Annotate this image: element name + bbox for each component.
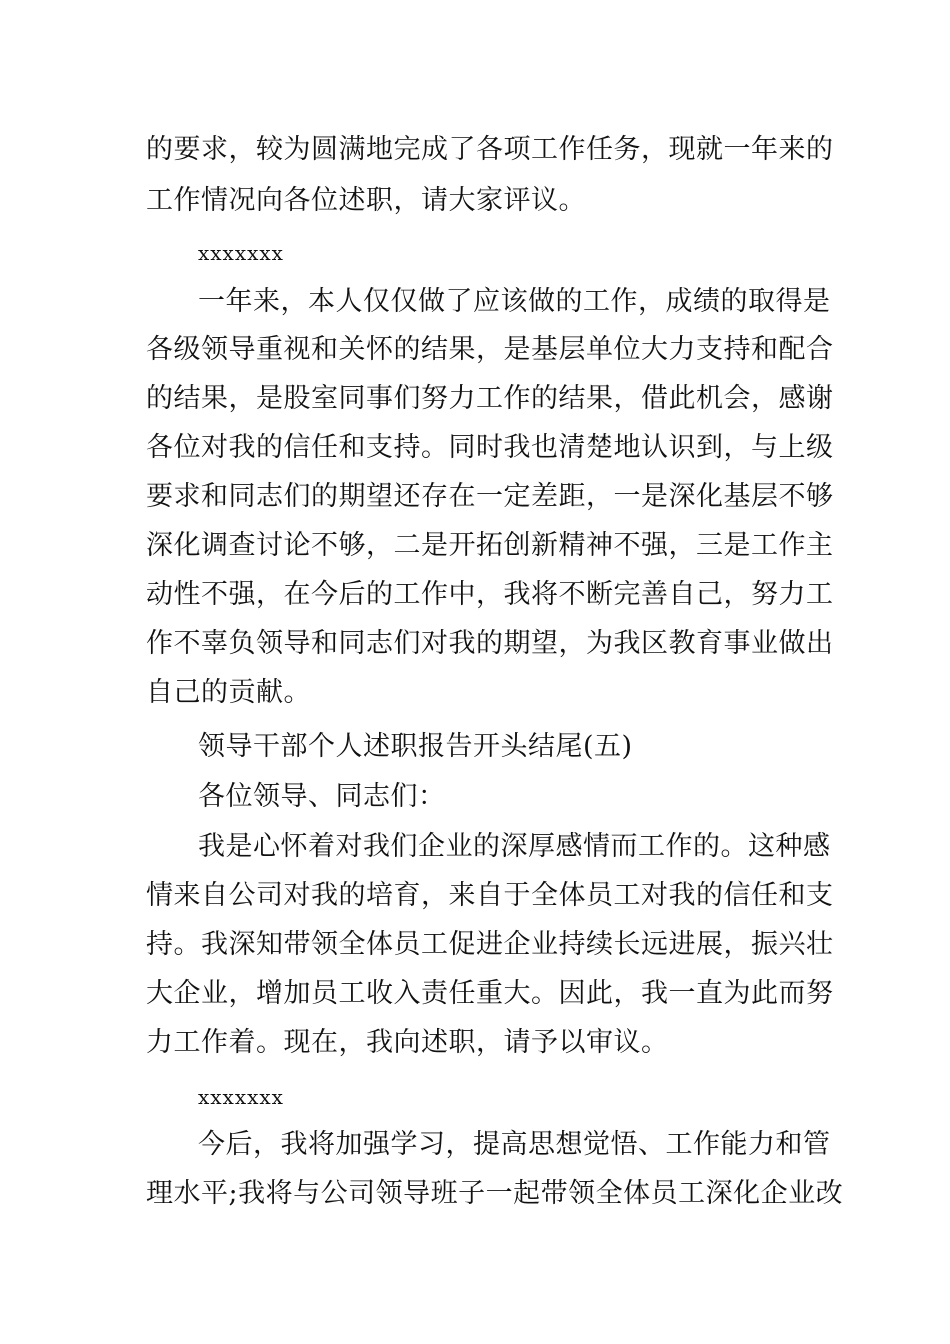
- text-line: 力工作着。现在，我向述职，请予以审议。: [146, 1027, 669, 1058]
- section-marker: xxxxxxx: [198, 1085, 284, 1109]
- text-line: 理水平;我将与公司领导班子一起带领全体员工深化企业改: [146, 1178, 844, 1209]
- section-marker: xxxxxxx: [198, 241, 284, 265]
- paragraph-first-line: 今后，我将加强学习，提高思想觉悟、工作能力和管: [198, 1129, 831, 1160]
- text-line: 深化调查讨论不够，二是开拓创新精神不强，三是工作主: [146, 530, 834, 561]
- text-line: 的结果，是股室同事们努力工作的结果，借此机会，感谢: [146, 383, 834, 414]
- text-line: 情来自公司对我的培育，来自于全体员工对我的信任和支: [146, 880, 834, 911]
- text-line: 自己的贡献。: [146, 677, 311, 708]
- section-heading: 领导干部个人述职报告开头结尾(五): [198, 731, 633, 762]
- text-line: 作不辜负领导和同志们对我的期望，为我区教育事业做出: [146, 628, 834, 659]
- paragraph-first-line: 我是心怀着对我们企业的深厚感情而工作的。这种感: [198, 831, 831, 862]
- paragraph-first-line: 一年来，本人仅仅做了应该做的工作，成绩的取得是: [198, 286, 831, 317]
- text-line: 各级领导重视和关怀的结果，是基层单位大力支持和配合: [146, 334, 834, 365]
- text-line: 动性不强，在今后的工作中，我将不断完善自己，努力工: [146, 579, 834, 610]
- text-line: 的要求，较为圆满地完成了各项工作任务，现就一年来的: [146, 134, 834, 165]
- text-line: 工作情况向各位述职，请大家评议。: [146, 185, 586, 216]
- text-line: 要求和同志们的期望还存在一定差距，一是深化基层不够: [146, 481, 834, 512]
- text-line: 持。我深知带领全体员工促进企业持续长远进展，振兴壮: [146, 929, 834, 960]
- text-line: 各位对我的信任和支持。同时我也清楚地认识到，与上级: [146, 432, 834, 463]
- text-line: 大企业，增加员工收入责任重大。因此，我一直为此而努: [146, 978, 834, 1009]
- salutation: 各位领导、同志们：: [198, 781, 446, 812]
